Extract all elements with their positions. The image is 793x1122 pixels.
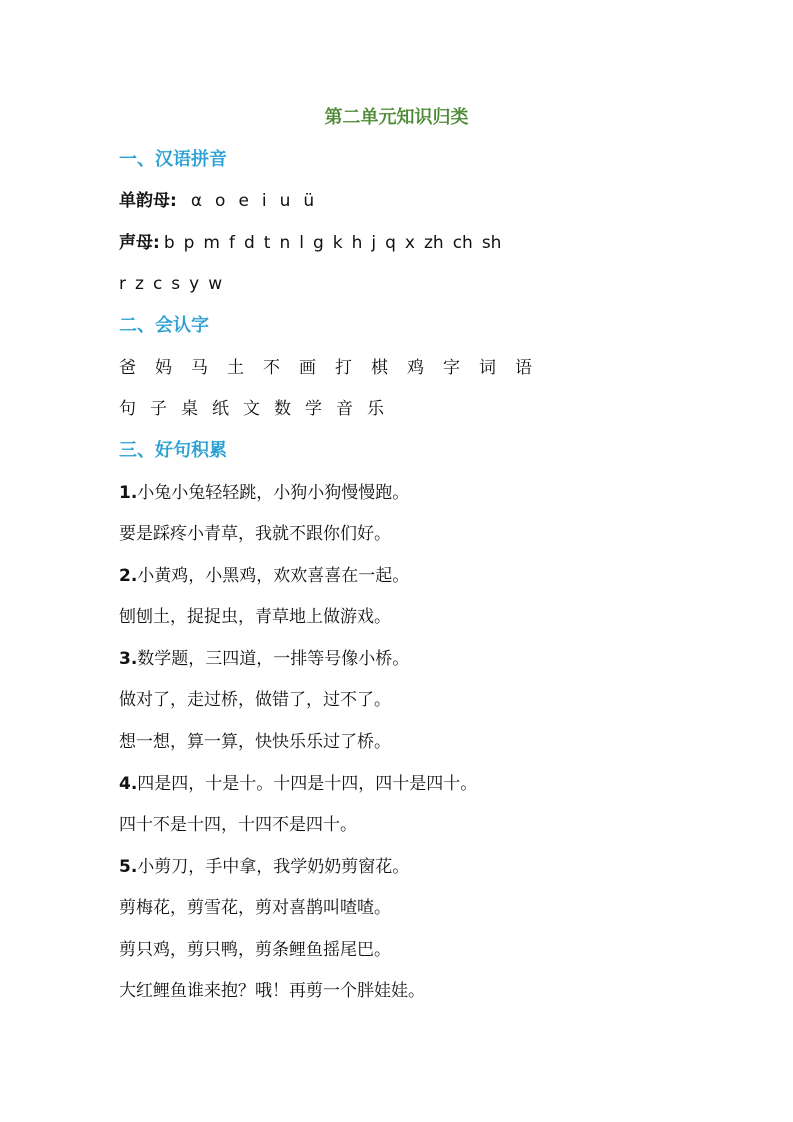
consonant: z: [135, 274, 144, 294]
sentence-line: [119, 811, 357, 839]
characters-row-1: [119, 354, 551, 382]
consonant: t: [263, 233, 271, 253]
character: 字: [443, 358, 460, 378]
vowel: i: [261, 191, 267, 211]
section-heading-sentences: 三、好句积累: [119, 440, 227, 461]
consonants-label: 声母:: [119, 233, 160, 253]
character: 语: [515, 358, 532, 378]
sentence-text: 刨刨土，捉捉虫，青草地上做游戏。: [119, 607, 391, 627]
consonant: zh: [423, 233, 444, 253]
character: 数: [274, 399, 291, 419]
character: 马: [191, 358, 208, 378]
sentence-number: 4.: [119, 774, 138, 794]
consonant: c: [152, 274, 163, 294]
sentence-text: 想一想，算一算，快快乐乐过了桥。: [119, 732, 391, 752]
sentence-number: 5.: [119, 857, 138, 877]
character: 不: [263, 358, 280, 378]
consonants-row-1: [119, 229, 510, 257]
document-title: 第二单元知识归类: [324, 107, 469, 128]
sentence-line: [119, 686, 391, 714]
character: 音: [336, 399, 353, 419]
sentence-text: 小兔小兔轻轻跳，小狗小狗慢慢跑。: [137, 483, 410, 503]
consonant: g: [312, 233, 324, 253]
consonant: l: [299, 233, 304, 253]
character: 乐: [367, 399, 384, 419]
character: 纸: [212, 399, 229, 419]
character: 画: [299, 358, 316, 378]
sentence-text: 剪梅花，剪雪花，剪对喜鹊叫喳喳。: [119, 898, 391, 918]
sentence-number: 1.: [119, 483, 138, 503]
consonant: k: [332, 233, 343, 253]
consonant: d: [243, 233, 255, 253]
sentence-text: 数学题，三四道，一排等号像小桥。: [137, 649, 410, 669]
sentence-text: 要是踩疼小青草，我就不跟你们好。: [119, 524, 391, 544]
sentence-line: [119, 479, 409, 507]
vowel: u: [279, 191, 291, 211]
consonant: p: [183, 233, 195, 253]
sentence-line: [119, 603, 391, 631]
sentence-text: 四十不是十四，十四不是四十。: [119, 815, 357, 835]
vowels-row: [119, 187, 327, 215]
character: 句: [119, 399, 136, 419]
character: 桌: [181, 399, 198, 419]
vowel: o: [215, 191, 226, 211]
consonant: b: [163, 233, 175, 253]
sentence-line: [119, 853, 409, 881]
consonant: j: [371, 233, 377, 253]
characters-row-2: [119, 395, 398, 423]
character: 棋: [371, 358, 388, 378]
consonant: s: [171, 274, 181, 294]
vowels-label: 单韵母:: [119, 191, 177, 211]
consonant: y: [189, 274, 200, 294]
consonant: x: [404, 233, 415, 253]
character: 土: [227, 358, 244, 378]
sentence-text: 四是四，十是十。十四是十四，四十是四十。: [137, 774, 478, 794]
consonant: q: [385, 233, 396, 253]
section-heading-pinyin: 一、汉语拼音: [119, 149, 227, 170]
section-heading-characters: 二、会认字: [119, 315, 209, 336]
sentence-line: [119, 977, 425, 1005]
sentence-line: [119, 562, 409, 590]
sentence-line: [119, 520, 391, 548]
consonant: w: [208, 274, 223, 294]
character: 学: [305, 399, 322, 419]
character: 词: [479, 358, 496, 378]
consonant: n: [279, 233, 291, 253]
consonants-row-2: [119, 270, 231, 298]
sentence-line: [119, 728, 391, 756]
vowel: ü: [303, 191, 315, 211]
sentence-text: 小黄鸡，小黑鸡，欢欢喜喜在一起。: [137, 566, 410, 586]
sentence-line: [119, 894, 391, 922]
sentence-number: 2.: [119, 566, 138, 586]
consonant: f: [228, 233, 235, 253]
sentence-number: 3.: [119, 649, 138, 669]
sentence-text: 小剪刀，手中拿，我学奶奶剪窗花。: [137, 857, 410, 877]
sentence-text: 大红鲤鱼谁来抱？哦！再剪一个胖娃娃。: [119, 981, 425, 1001]
vowel: α: [190, 191, 203, 211]
character: 打: [335, 358, 352, 378]
vowel: e: [238, 191, 249, 211]
consonant: h: [351, 233, 363, 253]
character: 爸: [119, 358, 136, 378]
sentence-line: [119, 645, 409, 673]
sentence-line: [119, 936, 391, 964]
sentence-text: 剪只鸡，剪只鸭，剪条鲤鱼摇尾巴。: [119, 940, 391, 960]
sentence-text: 做对了，走过桥，做错了，过不了。: [119, 690, 391, 710]
consonant: m: [203, 233, 220, 253]
consonant: r: [119, 274, 126, 294]
sentence-line: [119, 770, 477, 798]
character: 文: [243, 399, 260, 419]
character: 鸡: [407, 358, 424, 378]
consonant: sh: [481, 233, 502, 253]
character: 子: [150, 399, 167, 419]
consonant: ch: [452, 233, 473, 253]
character: 妈: [155, 358, 172, 378]
